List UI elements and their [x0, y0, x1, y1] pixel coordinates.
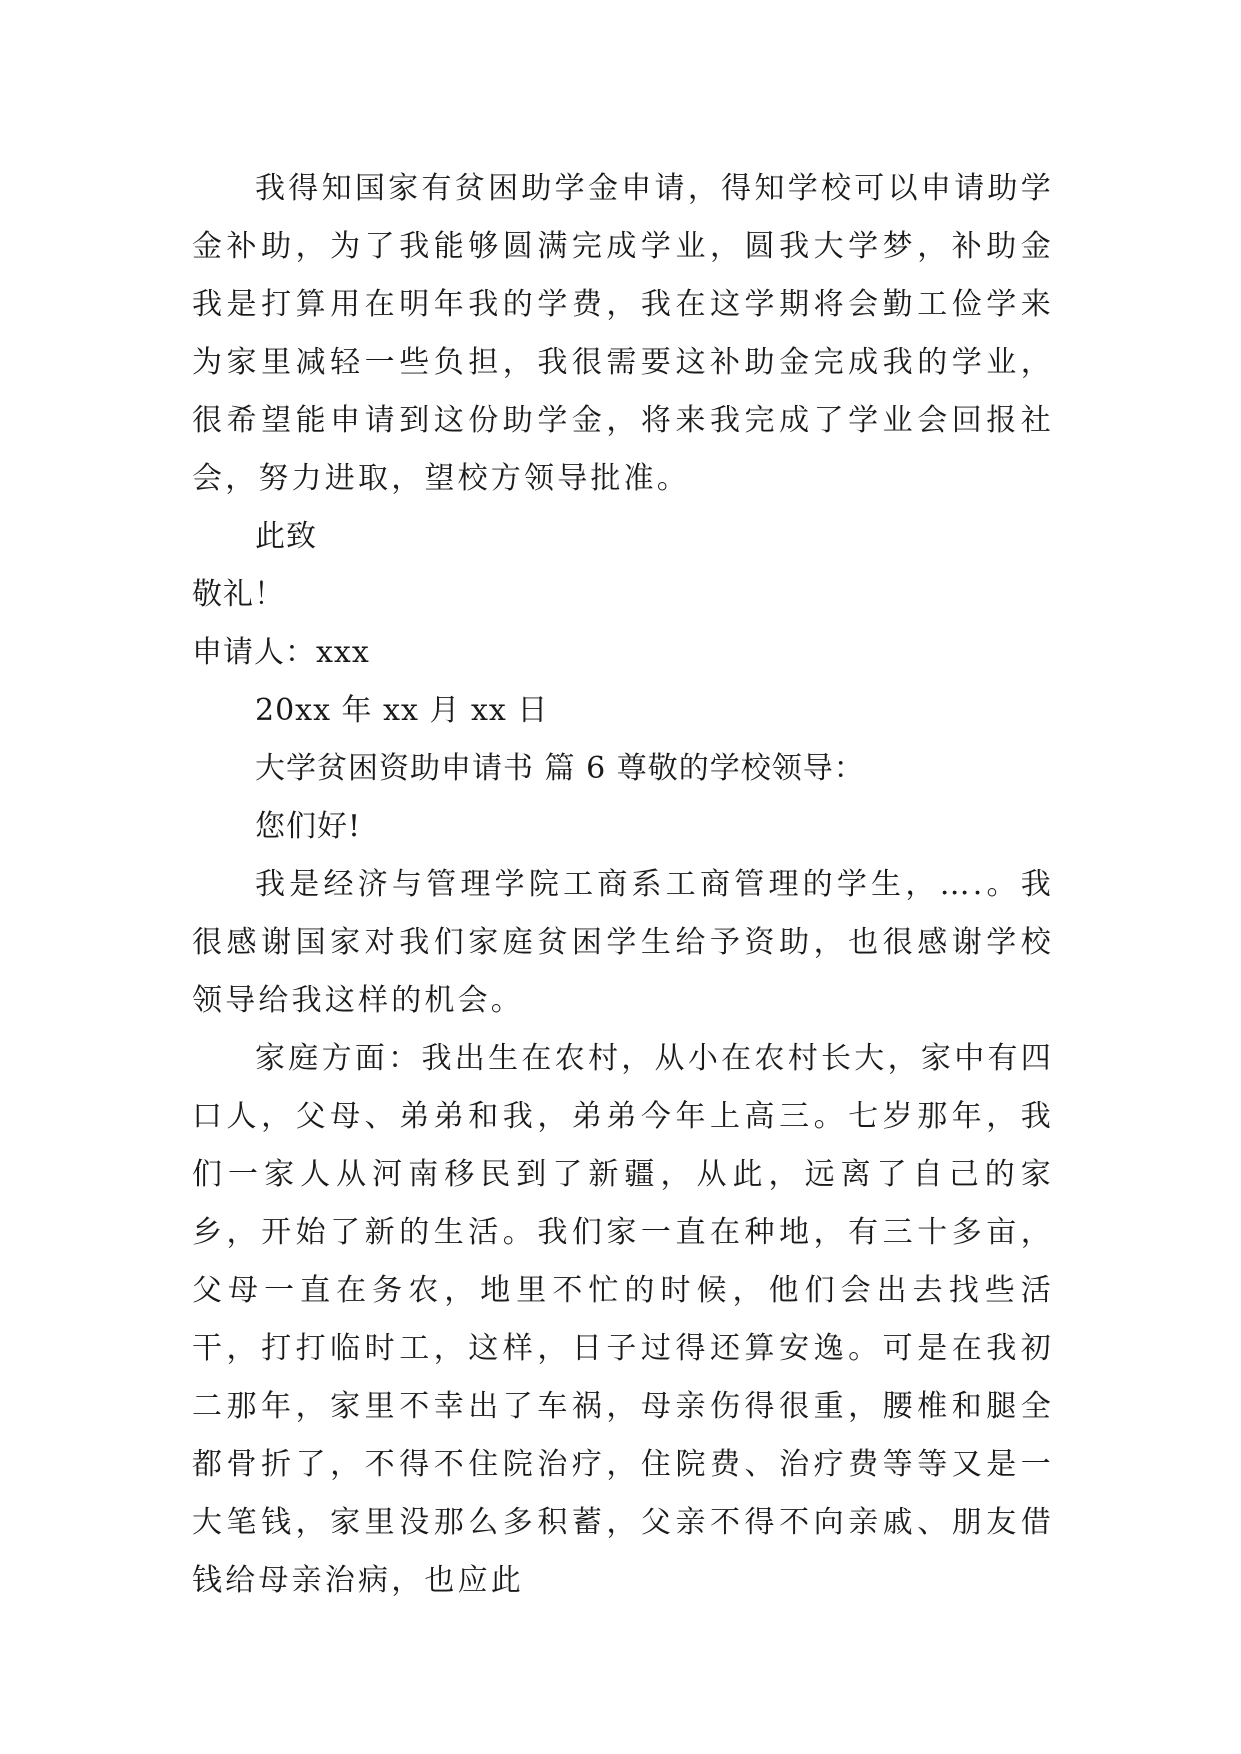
paragraph-grant-request: 我得知国家有贫困助学金申请，得知学校可以申请助学金补助，为了我能够圆满完成学业，圆我大学梦，补助金我是打算用在明年我的学费，我在这学期将会勤工俭学来为家里减轻一些负担，我很需要这补助金完成我的学业，很希望能申请到这份助学金，将来我完成了学业会回报社会，努力进取，望校方领导批准。	[192, 171, 1054, 496]
paragraph-family-background: 家庭方面：我出生在农村，从小在农村长大，家中有四口人，父母、弟弟和我，弟弟今年上高三。七岁那年，我们一家人从河南移民到了新疆，从此，远离了自己的家乡，开始了新的生活。我们家一直在种地，有三十多亩，父母一直在务农，地里不忙的时候，他们会出去找些活干，打打临时工，这样，日子过得还算安逸。可是在我初二那年，家里不幸出了车祸，母亲伤得很重，腰椎和腿全都骨折了，不得不住院治疗，住院费、治疗费等等又是一大笔钱，家里没那么多积蓄，父亲不得不向亲戚、朋友借钱给母亲治病，也应此	[192, 1041, 1054, 1598]
application-date: 20xx 年 xx 月 xx 日	[255, 693, 549, 728]
closing-regards: 敬礼！	[192, 577, 285, 612]
closing-salutation: 此致	[255, 519, 317, 554]
applicant-signature: 申请人：xxx	[192, 635, 370, 670]
paragraph-introduction: 我是经济与管理学院工商系工商管理的学生，….。我很感谢国家对我们家庭贫困学生给予资助，也很感谢学校领导给我这样的机会。	[192, 867, 1054, 1018]
document-body	[192, 160, 1054, 1610]
greeting: 您们好!	[255, 809, 362, 844]
section-heading: 大学贫困资助申请书 篇 6 尊敬的学校领导：	[255, 751, 865, 786]
